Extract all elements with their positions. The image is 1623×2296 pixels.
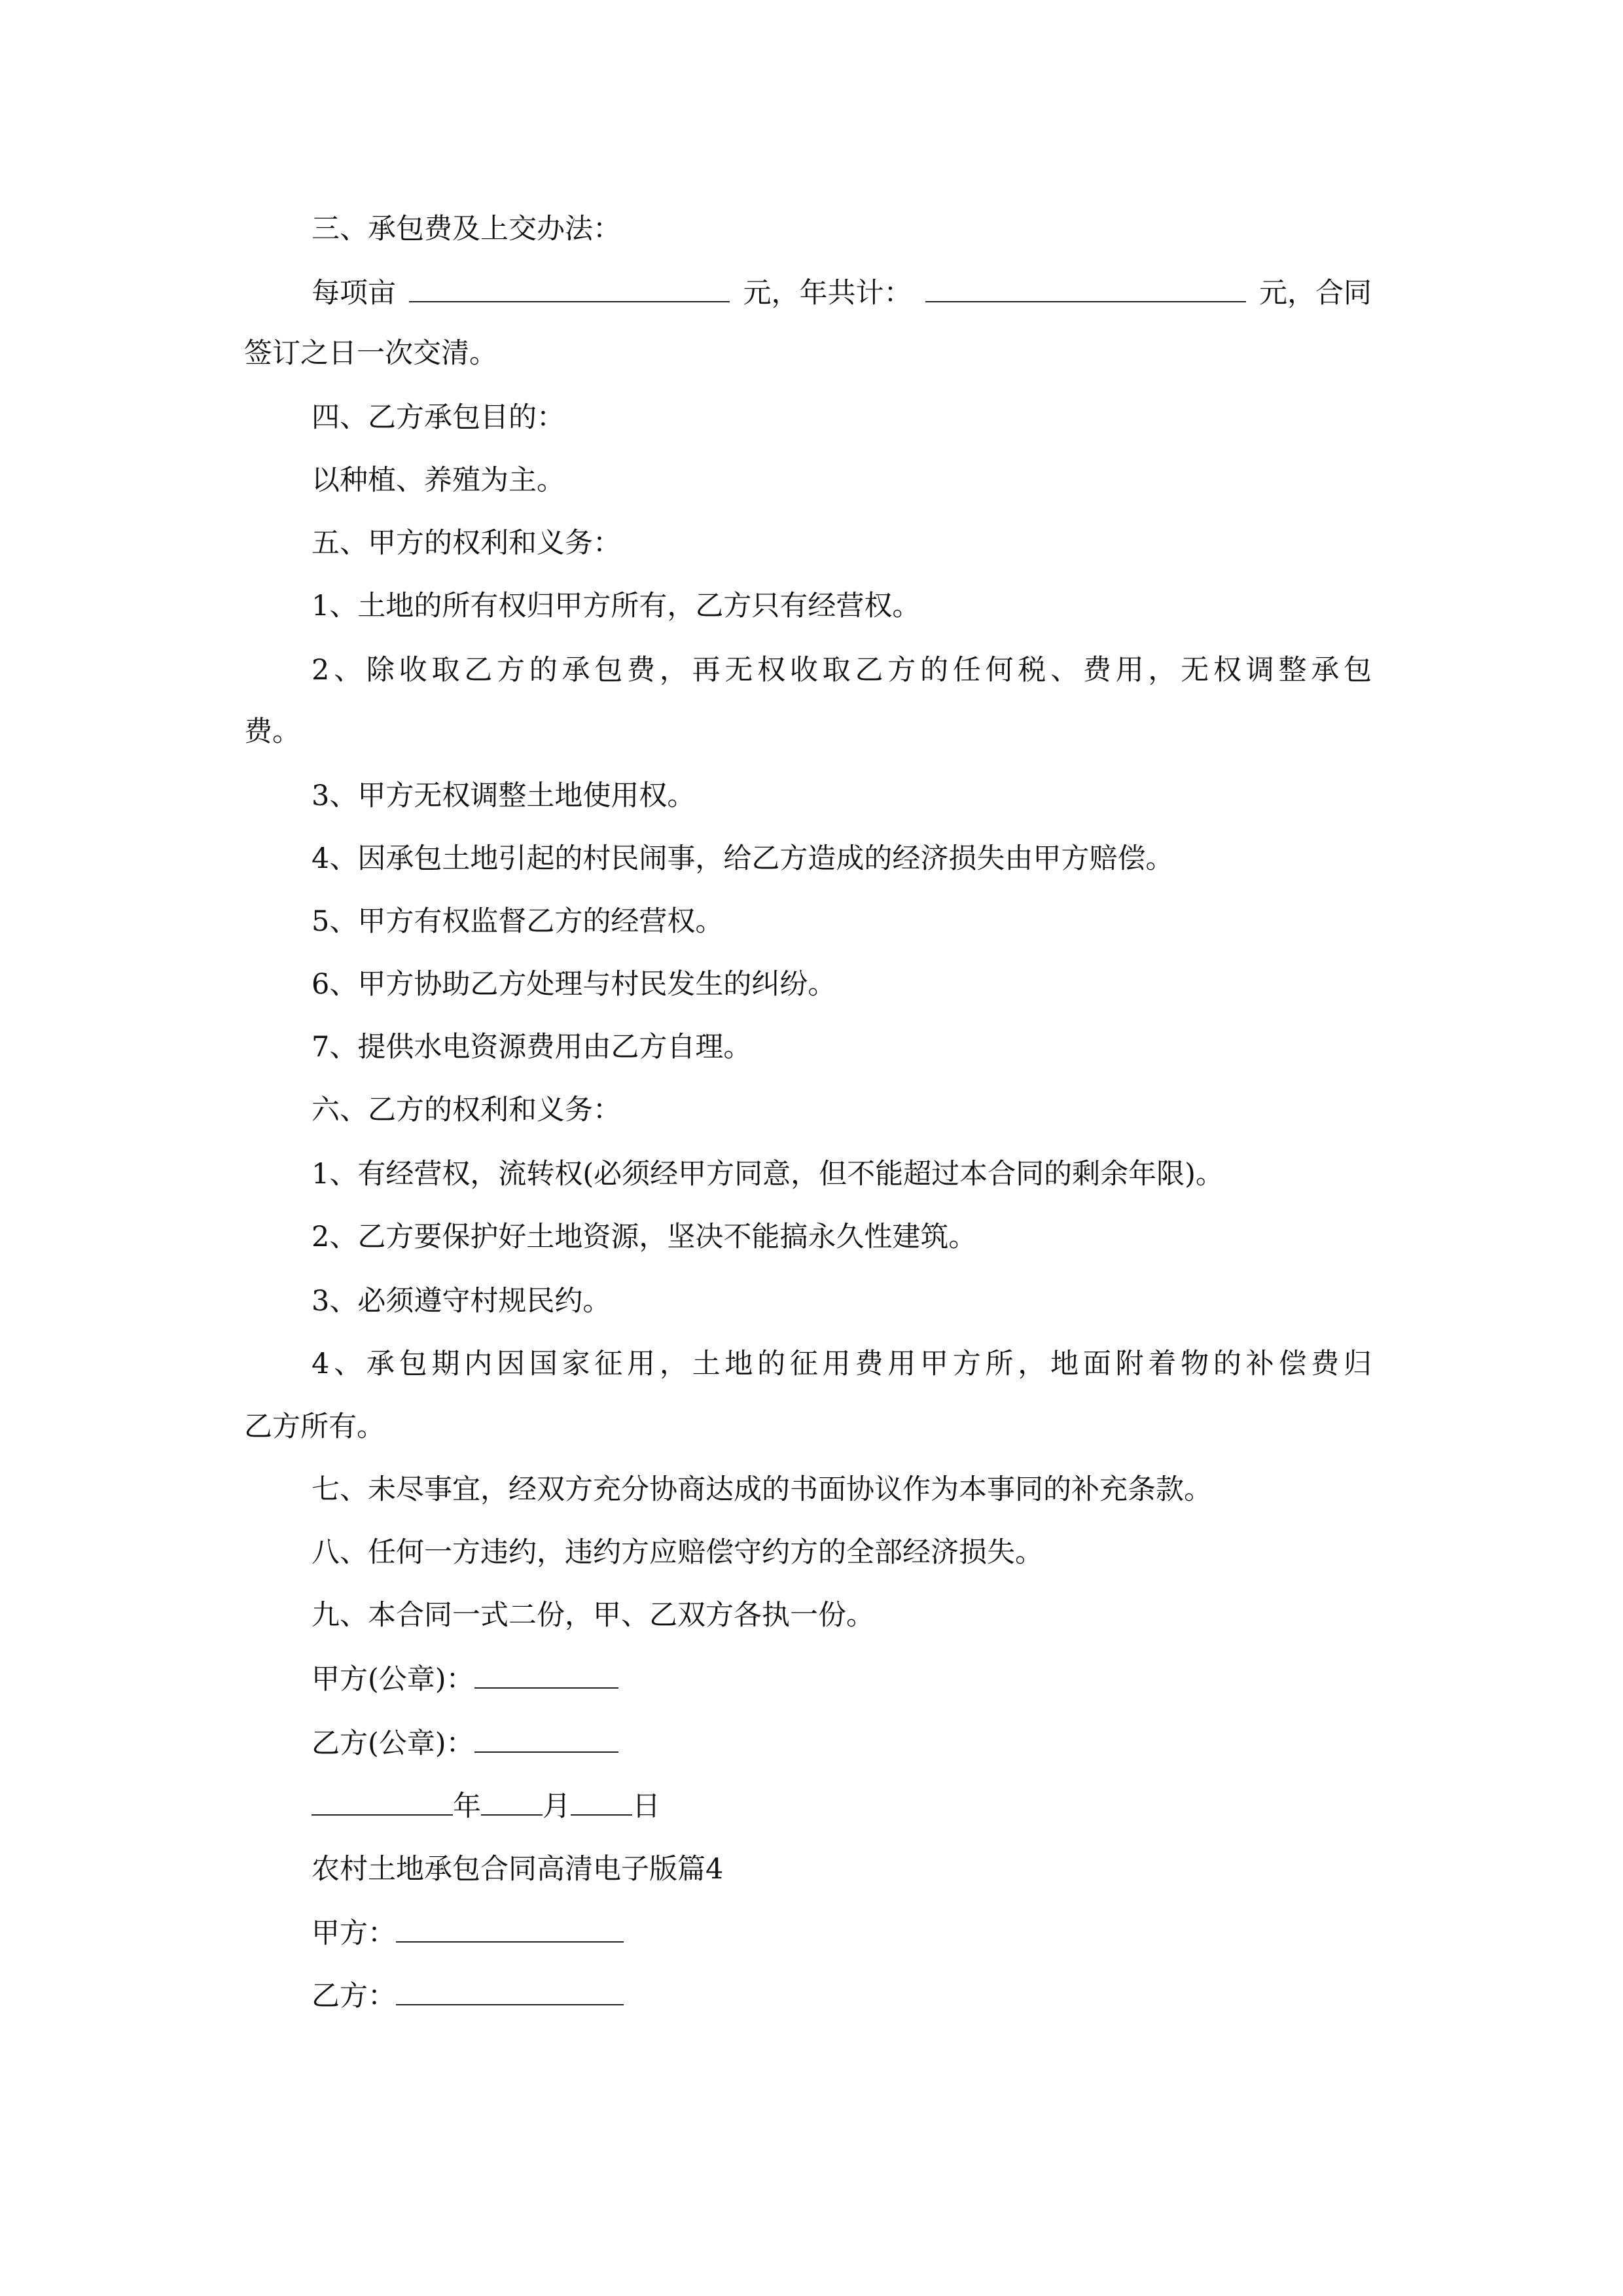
fee-line: [312, 274, 1372, 313]
party-a-line: [0, 1914, 1623, 1953]
party-b-line: [0, 1977, 1623, 2016]
section-9: 九、本合同一式二份，甲、乙双方各执一份。: [312, 1599, 874, 1632]
section-5-item-3: 3、甲方无权调整土地使用权。: [312, 780, 696, 812]
date-year-label: 年: [453, 1790, 481, 1823]
party-b-seal-label: 乙方(公章)：: [312, 1727, 474, 1760]
fee-total-blank: [925, 274, 1246, 302]
section-6-item-1: 1、有经营权，流转权(必须经甲方同意，但不能超过本合同的剩余年限)。: [312, 1158, 1224, 1191]
party-a-seal-blank: [474, 1660, 618, 1689]
section-6-heading: 六、乙方的权利和义务：: [312, 1094, 621, 1126]
section-6-item-4-cont: 乙方所有。: [244, 1410, 385, 1443]
fee-contract-label: 元，合同: [1259, 277, 1372, 310]
section-4-heading: 四、乙方承包目的：: [312, 401, 565, 434]
party-b-blank: [396, 1977, 624, 2005]
date-month-blank: [481, 1787, 543, 1816]
date-year-blank: [312, 1787, 453, 1816]
date-month-label: 月: [543, 1790, 571, 1823]
date-day-label: 日: [632, 1790, 660, 1823]
party-b-seal-blank: [474, 1724, 618, 1753]
party-a-seal-line: [0, 1660, 1623, 1699]
fee-per-mu-label: 每项亩: [312, 277, 396, 310]
section-5-item-6: 6、甲方协助乙方处理与村民发生的纠纷。: [312, 968, 836, 1001]
section-5-item-7: 7、提供水电资源费用由乙方自理。: [312, 1031, 752, 1064]
next-section-title: 农村土地承包合同高清电子版篇4: [312, 1853, 724, 1886]
section-6-item-2: 2、乙方要保护好土地资源，坚决不能搞永久性建筑。: [312, 1221, 977, 1253]
section-6-item-4: 4、承包期内因国家征用，土地的征用费用甲方所，地面附着物的补偿费归: [312, 1348, 1372, 1380]
date-day-blank: [571, 1787, 632, 1816]
section-7: 七、未尽事宜，经双方充分协商达成的书面协议作为本事同的补充条款。: [312, 1473, 1212, 1506]
section-6-item-3: 3、必须遵守村规民约。: [312, 1285, 611, 1318]
section-8: 八、任何一方违约，违约方应赔偿守约方的全部经济损失。: [312, 1536, 1043, 1569]
date-line: [0, 1787, 1623, 1826]
section-5-item-2: 2、除收取乙方的承包费，再无权收取乙方的任何税、费用，无权调整承包: [312, 654, 1372, 687]
section-5-item-5: 5、甲方有权监督乙方的经营权。: [312, 905, 724, 938]
section-4-body: 以种植、养殖为主。: [312, 464, 565, 497]
party-b-seal-line: [0, 1724, 1623, 1763]
party-a-blank: [396, 1914, 624, 1943]
party-a-seal-label: 甲方(公章)：: [312, 1663, 474, 1696]
section-5-item-4: 4、因承包土地引起的村民闹事，给乙方造成的经济损失由甲方赔偿。: [312, 842, 1174, 875]
fee-per-mu-blank: [409, 274, 730, 302]
section-5-item-2-cont: 费。: [244, 715, 300, 748]
section-3-heading: 三、承包费及上交办法：: [312, 213, 621, 245]
fee-line-2: 签订之日一次交清。: [244, 337, 497, 370]
fee-total-label: 元，年共计：: [743, 277, 912, 310]
party-a-label: 甲方：: [312, 1917, 396, 1950]
party-b-label: 乙方：: [312, 1980, 396, 2013]
section-5-heading: 五、甲方的权利和义务：: [312, 527, 621, 560]
section-5-item-1: 1、土地的所有权归甲方所有，乙方只有经营权。: [312, 590, 921, 622]
